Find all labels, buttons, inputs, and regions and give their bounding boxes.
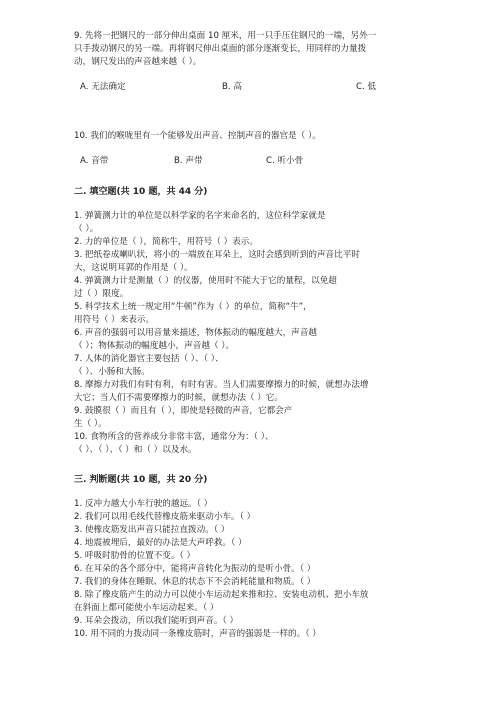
fill-question-4 [74, 275, 444, 301]
judge-question-5: 5. 呼吸时肋骨的位置不变。（ ） [74, 551, 196, 561]
option-a[interactable]: A. 无法确定 [80, 82, 126, 92]
fill-question-5 [74, 301, 444, 327]
question-line: （ ）；物体振动的幅度越小，声音越（ ）。 [74, 341, 235, 351]
fill-question-8 [74, 379, 444, 405]
judge-question-4: 4. 地震被埋后，最好的办法是大声呼救。（ ） [74, 538, 247, 548]
question-line: 只手拨动钢尺的另一端。再将钢尺伸出桌面的部分逐渐变长，用同样的力量拨 [74, 44, 367, 54]
option-c[interactable]: C. 听小骨 [266, 156, 304, 166]
question-line: 大，这说明耳郭的作用是（ ）。 [74, 263, 193, 273]
question-line: 7. 人体的消化器官主要包括（ ）、（ ）、 [74, 354, 224, 364]
question-line: 9. 鼓膜很（ ）而且有（ ），即使是轻微的声音，它都会产 [74, 406, 293, 416]
question-line: 6. 声音的强弱可以用音量来描述，物体振动的幅度越大，声音越 [74, 328, 317, 338]
question-line: （ ）、（ ）、（ ）和（ ）以及水。 [74, 445, 197, 455]
question-line: （ ）。 [74, 224, 99, 234]
question-line: 大它；当人们不需要摩擦力的时候，就想办法（ ）它。 [74, 393, 283, 403]
options-row [74, 81, 444, 94]
section-true-false [74, 474, 444, 487]
question-line: 用符号（ ）来表示。 [74, 315, 155, 325]
question-line: 5. 科学技术上统一规定用“牛顿”作为（ ）的单位，简称“牛”， [74, 302, 312, 312]
question-line: 8. 除了橡皮筋产生的动力可以使小车运动起来推和拉、安装电动机、把小车放 [74, 590, 369, 600]
judge-question-7: 7. 我们的身体在睡眠、休息的状态下不会消耗能量和物质。（ ） [74, 577, 316, 587]
section-title: 二. 填空题(共 10 题，共 44 分) [74, 187, 208, 197]
judge-questions [74, 498, 444, 641]
judge-question-9: 9. 耳朵会拨动，所以我们能听到声音。（ ） [74, 616, 239, 626]
fill-question-9 [74, 405, 444, 431]
question-line: 8. 摩擦力对我们有时有利，有时有害。当人们需要摩擦力的时候，就想办法增 [74, 380, 369, 390]
question-line: 在斜面上都可能使小车运动起来。（ ） [74, 603, 219, 613]
question-line: 1. 弹簧测力计的单位是以科学家的名字来命名的，这位科学家就是 [74, 211, 326, 221]
question-line: 4. 弹簧测力计是测量（ ）的仪器，使用时不能大于它的量程，以免超 [74, 276, 337, 286]
mc-question-9 [74, 30, 444, 94]
option-a[interactable]: A. 音带 [80, 156, 109, 166]
fill-question-10 [74, 431, 444, 457]
section-fill-in [74, 186, 444, 199]
fill-question-6 [74, 327, 444, 353]
question-line: 10. 食物所含的营养成分非常丰富，通常分为：（ ）、 [74, 432, 274, 442]
option-b[interactable]: B. 高 [222, 82, 242, 92]
fill-question-1 [74, 210, 444, 236]
judge-question-10: 10. 用不同的力拨动同一条橡皮筋时，声音的强弱是一样的。（ ） [74, 629, 321, 639]
question-line: （ ）、小肠和大肠。 [74, 367, 150, 377]
question-line: 9. 先将一把钢尺的一部分伸出桌面 10 厘米，用一只手压住钢尺的一端，另外一 [74, 31, 377, 41]
judge-question-6: 6. 在耳朵的各个部分中，能将声音转化为振动的是听小骨。（ ） [74, 564, 316, 574]
judge-question-8 [74, 589, 444, 615]
option-b[interactable]: B. 声带 [174, 156, 203, 166]
question-line: 生（ ）。 [74, 419, 107, 429]
option-c[interactable]: C. 低 [356, 82, 377, 92]
fill-question-7 [74, 353, 444, 379]
fill-question-3 [74, 249, 444, 275]
judge-question-2: 2. 我们可以用毛线代替橡皮筋来驱动小车。（ ） [74, 512, 256, 522]
mc-question-10 [74, 130, 444, 168]
question-line: 动，钢尺发出的声音越来越（ ）。 [74, 57, 202, 67]
judge-question-3: 3. 使橡皮筋发出声音只能拉直拨动。（ ） [74, 525, 230, 535]
question-line: 10. 我们的喉咙里有一个能够发出声音、控制声音的器官是（ ）。 [74, 131, 321, 141]
section-title: 三. 判断题(共 10 题，共 20 分) [74, 475, 208, 485]
options-row [74, 155, 444, 168]
question-line: 3. 把纸卷成喇叭状，将小的一端放在耳朵上，这时会感到听到的声音比平时 [74, 250, 360, 260]
question-line: 2. 力的单位是（ ），简称牛，用符号（ ）表示。 [74, 237, 258, 247]
question-line: 过（ ）限度。 [74, 289, 129, 299]
fill-questions [74, 210, 444, 457]
judge-question-1: 1. 反冲力越大小车行驶的越远。（ ） [74, 499, 213, 509]
fill-question-2 [74, 236, 444, 249]
